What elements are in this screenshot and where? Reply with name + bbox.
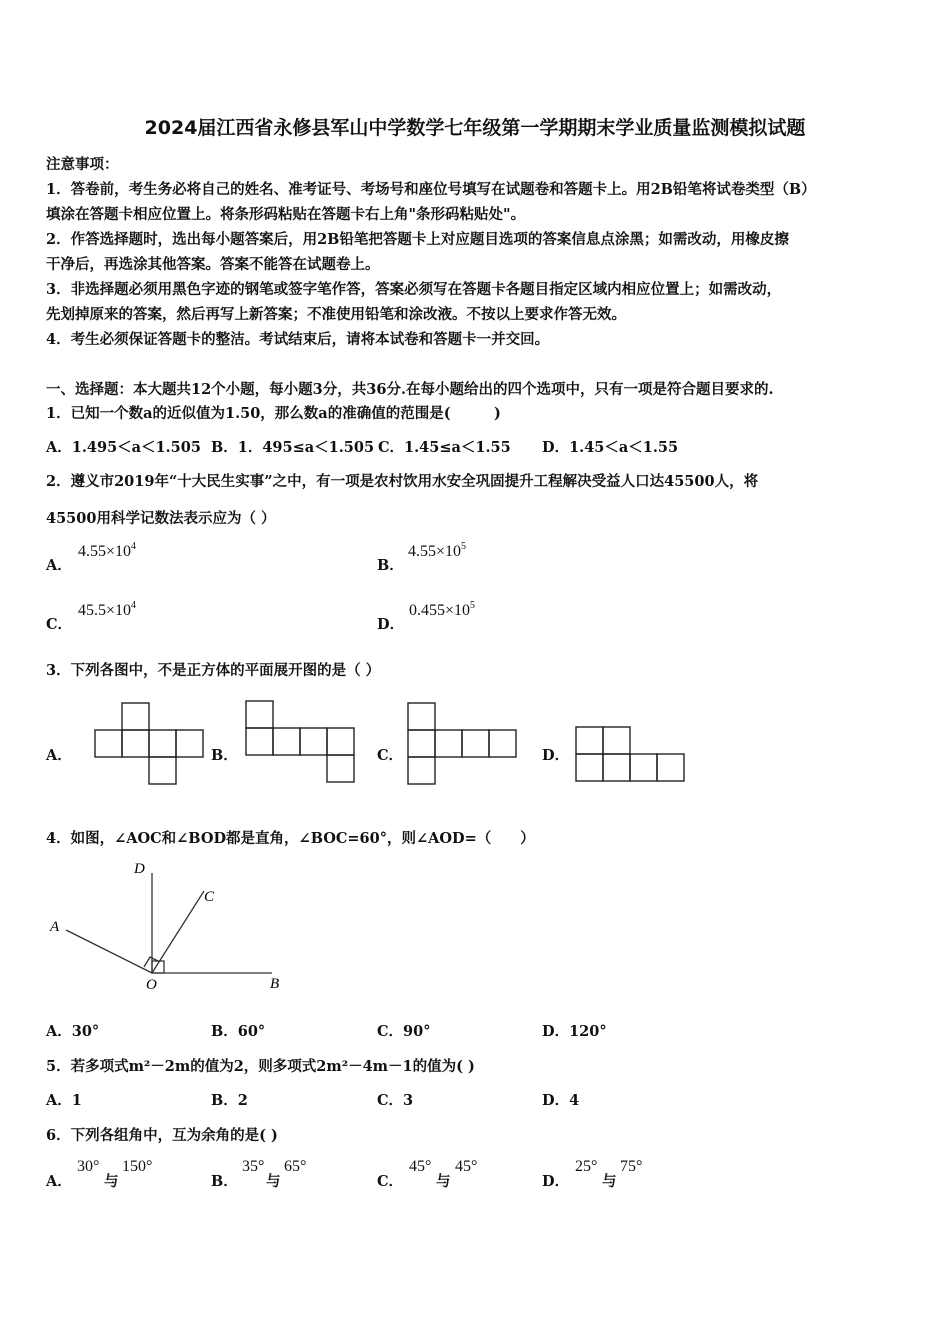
q2-option-c[interactable]: C． xyxy=(46,616,73,633)
question-3-stem: 3．下列各图中，不是正方体的平面展开图的是（ ） xyxy=(46,662,381,679)
q1-option-d[interactable]: D．1.45＜a＜1.55 xyxy=(542,439,679,456)
note-line: 4．考生必须保证答题卡的整洁。考试结束后，请将本试卷和答题卡一并交回。 xyxy=(46,331,550,348)
q3-option-d[interactable]: D． xyxy=(542,747,570,764)
q5-option-b[interactable]: B．2 xyxy=(211,1092,248,1109)
q3-option-b[interactable]: B． xyxy=(211,747,238,764)
cube-net-b xyxy=(245,700,357,784)
cube-net-c xyxy=(407,702,519,786)
q2-option-a-value: $4.55\times 10^4$ xyxy=(78,541,137,560)
section-heading: 一、选择题：本大题共12个小题，每小题3分，共36分.在每小题给出的四个选项中，只有一项是符合题目要求的. xyxy=(46,381,774,398)
cube-net-d xyxy=(575,726,687,784)
ray-oa xyxy=(66,930,152,973)
q5-option-d[interactable]: D．4 xyxy=(542,1092,580,1109)
q3-option-a[interactable]: A． xyxy=(46,747,72,764)
q6-option-d-conj: 与 xyxy=(602,1173,617,1190)
q1-option-b[interactable]: B．1．495≤a＜1.505 xyxy=(211,439,375,456)
q6-option-c-x: 45° xyxy=(409,1158,432,1175)
q6-option-b-conj: 与 xyxy=(266,1173,281,1190)
q3-option-c[interactable]: C． xyxy=(377,747,404,764)
q4-option-a[interactable]: A．30° xyxy=(46,1023,100,1040)
note-line: 干净后，再选涂其他答案。答案不能答在试题卷上。 xyxy=(46,256,380,273)
note-line: 1．答卷前，考生务必将自己的姓名、准考证号、考场号和座位号填写在试题卷和答题卡上。用2B铅笔将试卷类型（B） xyxy=(46,181,816,198)
label-o: O xyxy=(146,977,157,993)
q6-option-d[interactable]: D． xyxy=(542,1173,570,1190)
question-5-stem: 5．若多项式m²－2m的值为2，则多项式2m²－4m－1的值为( ) xyxy=(46,1058,475,1075)
note-line: 填涂在答题卡相应位置上。将条形码粘贴在答题卡右上角"条形码粘贴处"。 xyxy=(46,206,526,223)
note-line: 2．作答选择题时，选出每小题答案后，用2B铅笔把答题卡上对应题目选项的答案信息点涂黑；如需改动，用橡皮擦 xyxy=(46,231,789,248)
q6-option-a-y: 150° xyxy=(122,1158,153,1175)
q2-option-d-value: $0.455\times 10^5$ xyxy=(409,600,476,619)
q6-option-a-x: 30° xyxy=(77,1158,100,1175)
label-d: D xyxy=(134,861,145,877)
q2-option-b-value: $4.55\times 10^5$ xyxy=(408,541,467,560)
q4-option-c[interactable]: C．90° xyxy=(377,1023,431,1040)
note-line: 3．非选择题必须用黑色字迹的钢笔或签字笔作答，答案必须写在答题卡各题目指定区域内相应位置上；如需改动， xyxy=(46,281,782,298)
q4-option-b[interactable]: B．60° xyxy=(211,1023,266,1040)
q2-option-b[interactable]: B． xyxy=(377,557,404,574)
q5-option-c[interactable]: C．3 xyxy=(377,1092,414,1109)
q6-option-b-x: 35° xyxy=(242,1158,265,1175)
q5-option-a[interactable]: A．1 xyxy=(46,1092,82,1109)
page-title: 2024届江西省永修县军山中学数学七年级第一学期期末学业质量监测模拟试题 xyxy=(144,117,806,139)
question-4-stem: 4．如图，∠AOC和∠BOD都是直角，∠BOC=60°，则∠AOD=（ ） xyxy=(46,830,535,847)
question-2-stem: 2．遵义市2019年“十大民生实事”之中，有一项是农村饮用水安全巩固提升工程解决受益人口达45500人，将 xyxy=(46,473,759,490)
note-line: 先划掉原来的答案，然后再写上新答案；不准使用铅笔和涂改液。不按以上要求作答无效。 xyxy=(46,306,626,323)
q4-option-d[interactable]: D．120° xyxy=(542,1023,607,1040)
q6-option-b[interactable]: B． xyxy=(211,1173,238,1190)
label-b: B xyxy=(270,976,280,992)
q6-option-c-conj: 与 xyxy=(436,1173,451,1190)
label-a: A xyxy=(50,919,60,935)
cube-net-a xyxy=(94,702,206,786)
q2-option-a[interactable]: A． xyxy=(46,557,72,574)
label-c: C xyxy=(204,889,215,905)
q6-option-b-y: 65° xyxy=(284,1158,307,1175)
q6-option-d-y: 75° xyxy=(620,1158,643,1175)
q1-option-a[interactable]: A．1.495＜a＜1.505 xyxy=(46,439,201,456)
question-6-stem: 6．下列各组角中，互为余角的是( ) xyxy=(46,1127,278,1144)
question-2-stem-cont: 45500用科学记数法表示应为（ ） xyxy=(46,510,276,527)
notes-heading: 注意事项： xyxy=(46,156,119,173)
q2-option-d[interactable]: D． xyxy=(377,616,405,633)
q2-option-c-value: $45.5\times 10^4$ xyxy=(78,600,137,619)
q6-option-d-x: 25° xyxy=(575,1158,598,1175)
q6-option-c[interactable]: C． xyxy=(377,1173,404,1190)
right-angle-mark-2 xyxy=(144,957,158,967)
question-1-stem: 1．已知一个数a的近似值为1.50，那么数a的准确值的范围是( ) xyxy=(46,405,501,422)
q6-option-c-y: 45° xyxy=(455,1158,478,1175)
q6-option-a-conj: 与 xyxy=(104,1173,119,1190)
angle-diagram xyxy=(44,855,294,995)
q1-option-c[interactable]: C．1.45≤a＜1.55 xyxy=(378,439,511,456)
q6-option-a[interactable]: A． xyxy=(46,1173,72,1190)
